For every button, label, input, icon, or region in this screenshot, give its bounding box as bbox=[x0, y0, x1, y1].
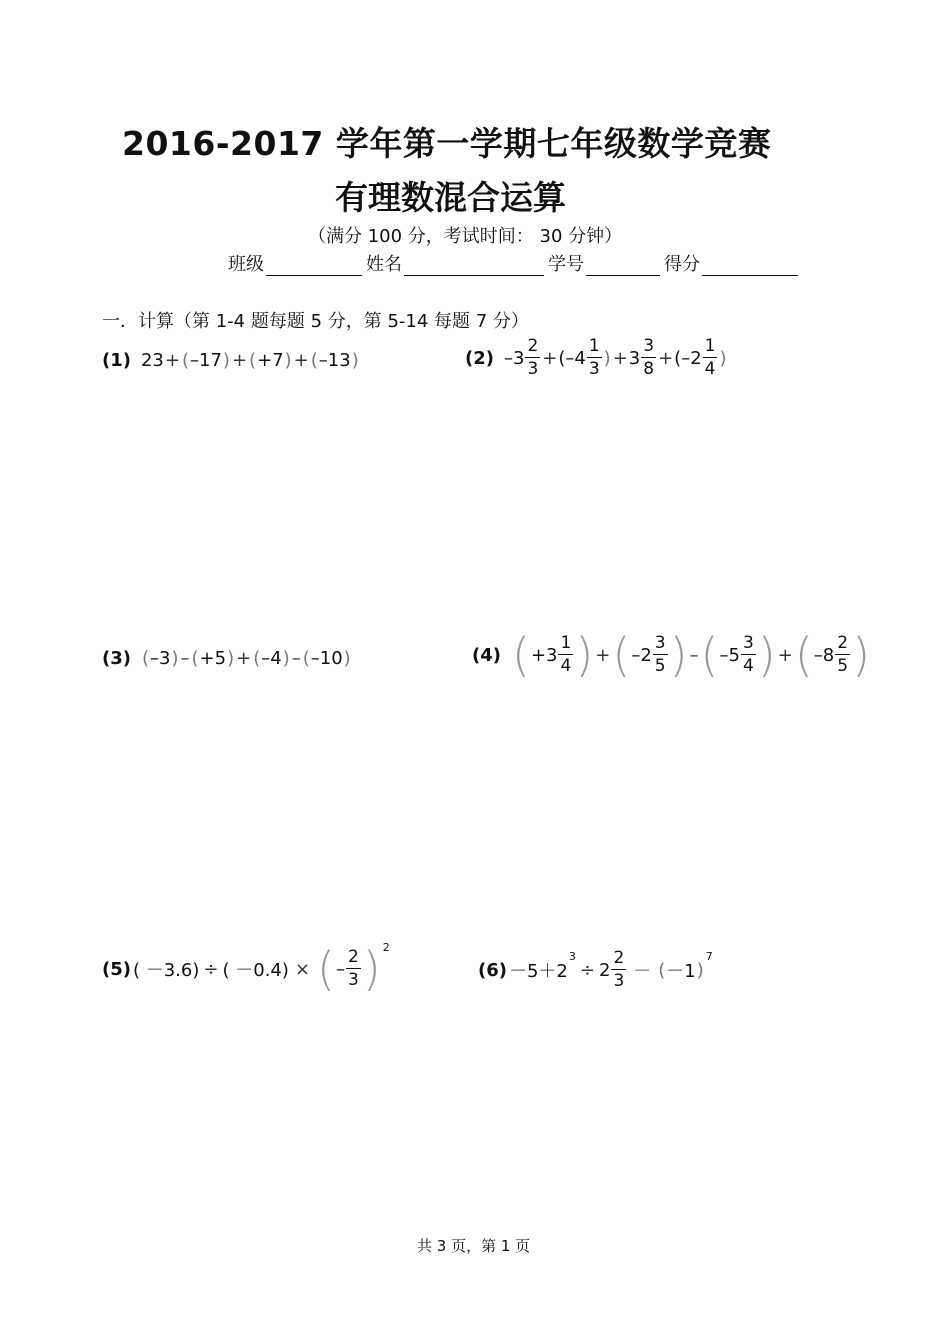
term: –10 bbox=[310, 648, 343, 669]
problem-number: (1) bbox=[102, 350, 131, 371]
term: －1 bbox=[666, 961, 696, 982]
term: –5 bbox=[719, 644, 740, 666]
problem-number: (2) bbox=[465, 347, 494, 369]
term: –8 bbox=[813, 644, 835, 666]
term: ( －0.4) bbox=[222, 960, 289, 981]
problem-number: (4) bbox=[472, 644, 501, 666]
term: －5＋2 bbox=[508, 961, 568, 982]
name-label: 姓名 bbox=[366, 254, 402, 275]
score-label: 得分 bbox=[664, 254, 700, 275]
fraction: $\frac{1}{4}$ bbox=[560, 633, 572, 676]
name-blank[interactable] bbox=[404, 255, 544, 276]
problem-1: (1) 23 + ( –17 ) + ( +7 ) + ( –13 ) bbox=[102, 350, 359, 371]
page-subtitle: 有理数混合运算 bbox=[335, 178, 566, 217]
fraction: $\frac{1}{3}$ bbox=[588, 336, 600, 379]
class-label: 班级 bbox=[228, 254, 264, 275]
term: +3 bbox=[530, 644, 558, 666]
term: +7 bbox=[257, 350, 284, 371]
problem-5: (5) ( －3.6) ÷ ( －0.4) × ( – $\frac{2}{3}$ ) 2 bbox=[102, 940, 390, 996]
exponent: 3 bbox=[568, 949, 576, 963]
fraction: $\frac{2}{5}$ bbox=[837, 633, 849, 676]
problem-6: (6) －5＋2 3 ÷ 2 $\frac{2}{3}$ － ( －1 ) 7 bbox=[478, 948, 713, 991]
term: –2 bbox=[631, 644, 652, 666]
page-title: 2016-2017 学年第一学期七年级数学竞赛 bbox=[122, 124, 772, 163]
fraction: $\frac{2}{3}$ bbox=[347, 947, 359, 990]
page-footer: 共 3 页，第 1 页 bbox=[417, 1237, 531, 1255]
id-blank[interactable] bbox=[586, 255, 660, 276]
fraction: $\frac{2}{3}$ bbox=[613, 948, 625, 991]
problem-4: (4) ( +3 $\frac{1}{4}$ ) + ( –2 $\frac{3}{5}$ ) – ( –5 $\frac{3}{4}$ ) + ( –8 $\frac{2}{5}$ ) bbox=[472, 628, 871, 682]
term: –3 bbox=[503, 347, 525, 369]
class-blank[interactable] bbox=[266, 255, 362, 276]
exponent: 7 bbox=[705, 949, 713, 963]
section-heading: 一．计算（第 1-4 题每题 5 分，第 5-14 每题 7 分） bbox=[102, 311, 529, 332]
term: –13 bbox=[318, 350, 351, 371]
problem-2: (2) –3 $\frac{2}{3}$ + (–4 $\frac{1}{3}$ ) + 3 $\frac{3}{8}$ + (–2 $\frac{1}{4}$ ) bbox=[465, 336, 727, 379]
problem-number: (6) bbox=[478, 959, 507, 981]
term: 2 bbox=[598, 959, 611, 981]
student-info-row bbox=[228, 250, 802, 276]
fraction: $\frac{3}{5}$ bbox=[654, 633, 666, 676]
score-blank[interactable] bbox=[702, 255, 798, 276]
term: +5 bbox=[199, 648, 227, 669]
term: –3 bbox=[150, 648, 171, 669]
term: 3 bbox=[628, 347, 641, 369]
term: (–4 bbox=[558, 347, 586, 369]
term: ( －3.6) bbox=[132, 960, 200, 981]
exponent: 2 bbox=[382, 940, 390, 954]
problem-number: (3) bbox=[102, 648, 131, 669]
term: (–2 bbox=[674, 347, 702, 369]
problem-3: (3) ( –3 ) – ( +5 ) + ( –4 ) – ( –10 ) bbox=[102, 648, 351, 669]
term: –17 bbox=[190, 350, 222, 371]
fraction: $\frac{3}{8}$ bbox=[643, 336, 655, 379]
fraction: $\frac{3}{4}$ bbox=[742, 633, 754, 676]
term: 23 bbox=[140, 350, 164, 371]
id-label: 学号 bbox=[548, 254, 584, 275]
fraction: $\frac{1}{4}$ bbox=[704, 336, 716, 379]
term: –4 bbox=[261, 648, 282, 669]
exam-info: （满分 100 分，考试时间： 30 分钟） bbox=[308, 226, 623, 247]
fraction: $\frac{2}{3}$ bbox=[527, 336, 539, 379]
problem-number: (5) bbox=[102, 958, 131, 980]
